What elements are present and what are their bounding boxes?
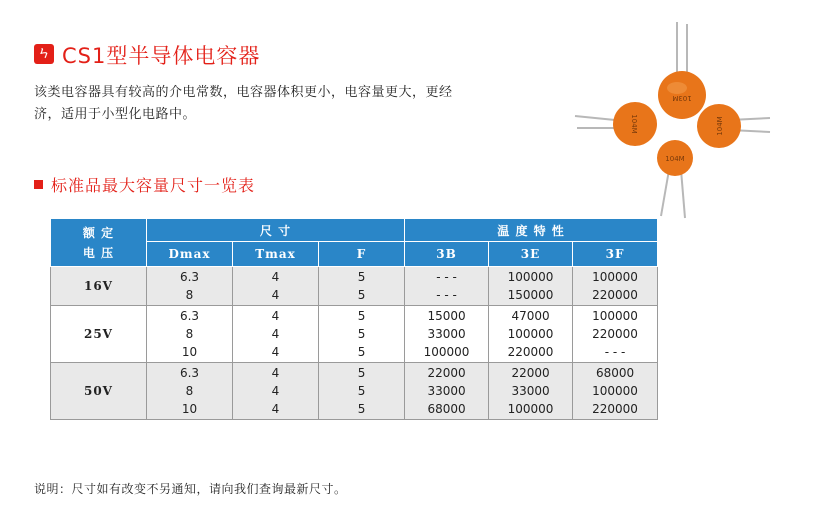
table-cell [147,306,233,363]
cell-value: 10 [181,402,198,416]
cell-value: 100000 [507,327,554,341]
cell-value: 6.3 [179,309,200,323]
capacitor-right [697,104,770,148]
cell-value: 6.3 [179,270,200,284]
cell-value: 5 [357,309,366,323]
cell-value: 100000 [592,270,638,284]
cell-value: 22000 [511,366,550,380]
footnote: 说明：尺寸如有改变不另通知，请向我们查询最新尺寸。 [34,482,347,496]
table-cell [233,267,319,306]
brand-logo-icon: ㄣ [34,44,54,64]
table-cell [233,363,319,420]
cell-value: 33000 [511,384,550,398]
intro-line-1: 该类电容器具有较高的介电常数，电容器体积更小，电容量更大，更经 [34,85,453,100]
table-row [51,267,658,306]
cell-value: 4 [271,327,280,341]
rated-voltage-header-line2: 电 压 [82,245,115,260]
column-header-3b: 3B [405,242,489,267]
cell-value: 33000 [427,384,466,398]
capacitor-bottom-label: 104M [665,155,685,163]
intro-paragraph [34,82,554,126]
section-title: 标准品最大容量尺寸一览表 [51,176,256,195]
table-cell [573,363,658,420]
cell-value: 68000 [427,402,466,416]
rated-voltage-header [51,219,147,267]
cell-value: 220000 [507,345,554,359]
cell-value: 150000 [507,288,554,302]
cell-value: 100000 [592,309,638,323]
cell-value: 4 [271,366,280,380]
cell-value: 5 [357,288,366,302]
column-header-3e: 3E [489,242,573,267]
cell-value: 4 [271,345,280,359]
column-header-3f: 3F [573,242,658,267]
cell-value: - - - [604,345,626,359]
cell-value: 100000 [592,384,638,398]
rated-voltage-header-line1: 额 定 [82,225,115,240]
column-header-dmax: Dmax [147,242,233,267]
cell-value: 100000 [507,270,554,284]
table-cell [319,363,405,420]
voltage-cell: 50V [51,363,147,420]
column-header-f: F [319,242,405,267]
capacitance-size-table [50,218,658,420]
table-cell [489,306,573,363]
cell-value: 4 [271,384,280,398]
table-cell [405,267,489,306]
cell-value: 15000 [427,309,466,323]
capacitor-bottom [657,140,693,218]
cell-value: - - - [436,270,457,284]
capacitor-left [575,102,657,146]
table-cell [147,363,233,420]
table-cell [489,363,573,420]
cell-value: 100000 [507,402,554,416]
table-cell [147,267,233,306]
capacitor-top [658,22,706,119]
cell-value: 10 [181,345,198,359]
cell-value: 4 [271,402,280,416]
cell-value: 220000 [592,327,638,341]
table-cell [405,363,489,420]
table-cell [405,306,489,363]
cell-value: 33000 [427,327,466,341]
cell-value: 100000 [423,345,470,359]
cell-value: 220000 [592,288,638,302]
cell-value: 5 [357,402,366,416]
cell-value: 8 [185,288,194,302]
cell-value: 6.3 [179,366,200,380]
voltage-cell: 25V [51,306,147,363]
cell-value: 47000 [511,309,550,323]
cell-value: 5 [357,384,366,398]
cell-value: - - - [436,288,457,302]
capacitor-right-label: 104M [716,116,724,136]
cell-value: 220000 [592,402,638,416]
voltage-cell: 16V [51,267,147,306]
cell-value: 5 [357,345,366,359]
capacitor-photo [565,20,775,220]
cell-value: 22000 [427,366,466,380]
table-cell [233,306,319,363]
table-row [51,363,658,420]
size-group-header: 尺 寸 [147,219,405,242]
cell-value: 4 [271,288,280,302]
cell-value: 5 [357,327,366,341]
cell-value: 8 [185,384,194,398]
table-cell [573,306,658,363]
table-cell [319,306,405,363]
section-bullet-icon [34,180,43,189]
cell-value: 5 [357,366,366,380]
cell-value: 4 [271,270,280,284]
table-cell [319,267,405,306]
capacitor-left-label: 104M [630,114,638,134]
cell-value: 68000 [595,366,635,380]
column-header-tmax: Tmax [233,242,319,267]
cell-value: 4 [271,309,280,323]
table-cell [573,267,658,306]
cell-value: 8 [185,327,194,341]
capacitor-top-label: 103M [672,94,692,102]
table-row [51,306,658,363]
page-title: CS1型半导体电容器 [62,44,261,68]
intro-line-2: 济，适用于小型化电路中。 [34,107,197,122]
table-cell [489,267,573,306]
cell-value: 5 [357,270,366,284]
temp-characteristic-group-header: 温 度 特 性 [405,219,658,242]
